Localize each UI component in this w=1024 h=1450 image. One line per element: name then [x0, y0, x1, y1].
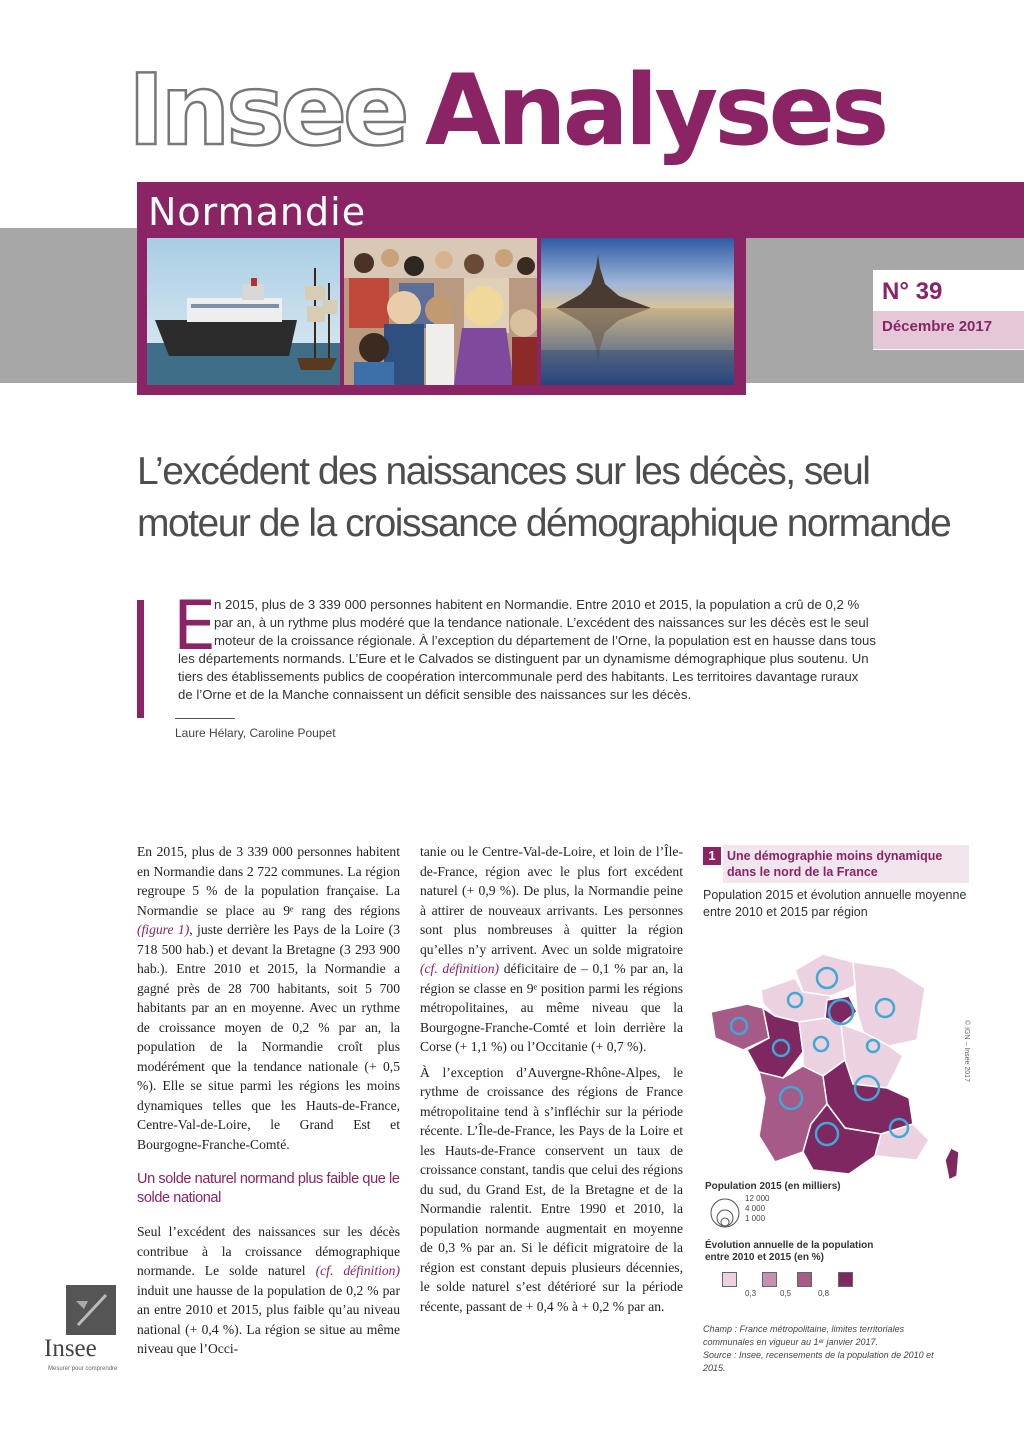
abstract-dropcap: E — [173, 587, 216, 666]
paragraph-text: tanie ou le Centre-Val-de-Loire, et loin de l’Île-de-France, région avec le plus fort excédent naturel (+ 0,9 %). De plus, la Normandie peine à attirer de nouveaux arrivants. Les personnes sont plus nombreuses à quitter la région qu’elles n’y arrivent. Avec un solde migratoire — [420, 844, 683, 957]
abstract-line: par an, à un rythme plus modéré que la tendance nationale. L’excédent des naissances sur les décès est le seul — [214, 615, 869, 630]
legend-break: 0,5 — [780, 1289, 792, 1298]
abstract-line: de l’Orne et de la Manche connaissent un déficit sensible des naissances sur les décès. — [178, 687, 692, 702]
insee-logo — [44, 1283, 124, 1383]
paragraph-text: En 2015, plus de 3 339 000 personnes habitent en Normandie dans 2 722 communes. La région regroupe 5 % de la population française. La Normandie se place au 9ᵉ rang des régions — [137, 844, 400, 918]
paragraph: À l’exception d’Auvergne-Rhône-Alpes, le rythme de croissance des régions de France métropolitaine tend à s’infléchir sur la période récente. L’Île-de-France, les Pays de la Loire et les Hauts-de-France conservent un taux de croissance constant, tandis que celui des régions du sud, du Grand Est, de la Bretagne et de la Normandie ralentit. Entre 1990 et 2010, la population normande augmentait en moyenne de 0,3 % par an. Si le déficit migratoire de la région est constant depuis plusieurs décennies, le solde naturel s’est détérioré sur la période récente, passant de + 0,4 % à + 0,2 % par an. — [420, 1064, 683, 1314]
figure-number-badge: 1 — [703, 847, 721, 865]
figure-subtitle: Population 2015 et évolution annuelle moyenne entre 2010 et 2015 par région — [703, 888, 967, 919]
figure-notes — [703, 1323, 953, 1375]
paragraph-text: , juste derrière les Pays de la Loire (3 718 500 hab.) et devant la Bretagne (3 293 900 hab.). Entre 2010 et 2015, la Normandie a gagné près de 28 700 habitants, soit 5 700 habitants par an en moyenne. Avec un rythme de croissance moyen de 0,2 % par an, la population de la Normandie croît plus modérément que la tendance nationale (+ 0,5 %). Elle se situe parmi les régions les moins dynamiques telles que les Hauts-de-France, Centre-Val-de-Loire, le Grand Est et Bourgogne-Franche-Comté. — [137, 922, 401, 1152]
legend-swatch — [762, 1272, 777, 1287]
legend-swatch — [838, 1272, 853, 1287]
section-subhead: Un solde naturel normand plus faible que le solde national — [137, 1171, 400, 1206]
legend-swatch — [722, 1272, 737, 1287]
issue-date: Décembre 2017 — [882, 318, 993, 335]
region-corse — [945, 1148, 959, 1180]
paragraph-text: déficitaire de – 0,1 % par an, la région se classe en 9ᵉ position parmi les régions métropolitaines, au même niveau que la Bourgogne-Franche-Comté et loin derrière la Corse (+ 1,1 %) ou l’Occitanie (+ 0,7 %). — [420, 961, 683, 1054]
legend-value: 12 000 — [745, 1194, 770, 1203]
paragraph-text: induit une hausse de la population de 0,2 % par an entre 2010 et 2015, plus faible qu’au niveau national (+ 0,4 %). La région se situe au même niveau que l’Occi- — [137, 1282, 400, 1356]
definition-ref-link[interactable]: (cf. définition) — [315, 1263, 400, 1278]
legend-break: 0,3 — [745, 1289, 757, 1298]
paragraph — [137, 842, 400, 1154]
body-column-1 — [137, 842, 400, 1365]
paragraph-text: Seul l’excédent des naissances sur les décès contribue à la croissance démographique normande. Le solde naturel — [137, 1224, 400, 1278]
figure-ref-link[interactable]: (figure 1) — [137, 922, 190, 937]
photo-ferry — [147, 238, 340, 385]
france-region-map — [703, 948, 973, 1188]
legend-value: 4 000 — [745, 1204, 766, 1213]
abstract-bar — [137, 600, 144, 718]
insee-logo-text: Insee — [44, 1335, 97, 1362]
region-hauts-de-france — [795, 954, 855, 996]
abstract-line: tiers des établissements publics de coopération intercommunale perd des habitants. Les territoires davantage ruraux — [178, 669, 859, 684]
figure-title: Une démographie moins dynamique dans le nord de la France — [727, 849, 943, 879]
legend-population-values — [745, 1194, 769, 1224]
photo-crowd — [344, 238, 537, 385]
legend-value: 1 000 — [745, 1214, 766, 1223]
abstract-line: les départements normands. L’Eure et le Calvados se distinguent par un dynamisme démographique plus soutenu. Un — [178, 651, 869, 666]
body-column-2 — [420, 842, 683, 1322]
figure-scope-note: Champ : France métropolitaine, limites territoriales communales en vigueur au 1ᵉʳ janvier 2017. — [703, 1324, 905, 1347]
author-rule — [175, 718, 235, 719]
masthead-analyses: Analyses — [425, 54, 886, 168]
photo-mont-saint-michel — [541, 238, 734, 385]
abstract-line: moteur de la croissance régionale. À l’exception du département de l’Orne, la population est en hausse dans tous — [214, 633, 876, 648]
paragraph — [420, 842, 683, 1057]
figure-source-note: Source : Insee, recensements de la population de 2010 et 2015. — [703, 1350, 934, 1373]
masthead-insee: Insee — [128, 54, 406, 168]
authors: Laure Hélary, Caroline Poupet — [175, 726, 336, 740]
legend-swatch — [797, 1272, 812, 1287]
map-copyright: © IGN – Insee 2017 — [963, 1020, 970, 1082]
headline: L’excédent des naissances sur les décès, seul moteur de la croissance démographique normande — [137, 450, 951, 545]
legend-bubble-sizes-icon — [706, 1196, 744, 1230]
definition-ref-link[interactable]: (cf. définition) — [420, 961, 500, 976]
paragraph — [137, 1222, 400, 1359]
abstract-line: n 2015, plus de 3 339 000 personnes habitent en Normandie. Entre 2010 et 2015, la population a crû de 0,2 % — [214, 597, 860, 612]
region-name: Normandie — [148, 190, 367, 234]
legend-evolution-title: Évolution annuelle de la population entre 2010 et 2015 (en %) — [705, 1240, 874, 1263]
abstract — [178, 596, 970, 704]
legend-break: 0,8 — [818, 1289, 830, 1298]
insee-logo-tagline: Mesurer pour comprendre — [48, 1366, 118, 1372]
issue-number: N° 39 — [882, 278, 943, 305]
legend-population-title: Population 2015 (en milliers) — [705, 1181, 841, 1192]
